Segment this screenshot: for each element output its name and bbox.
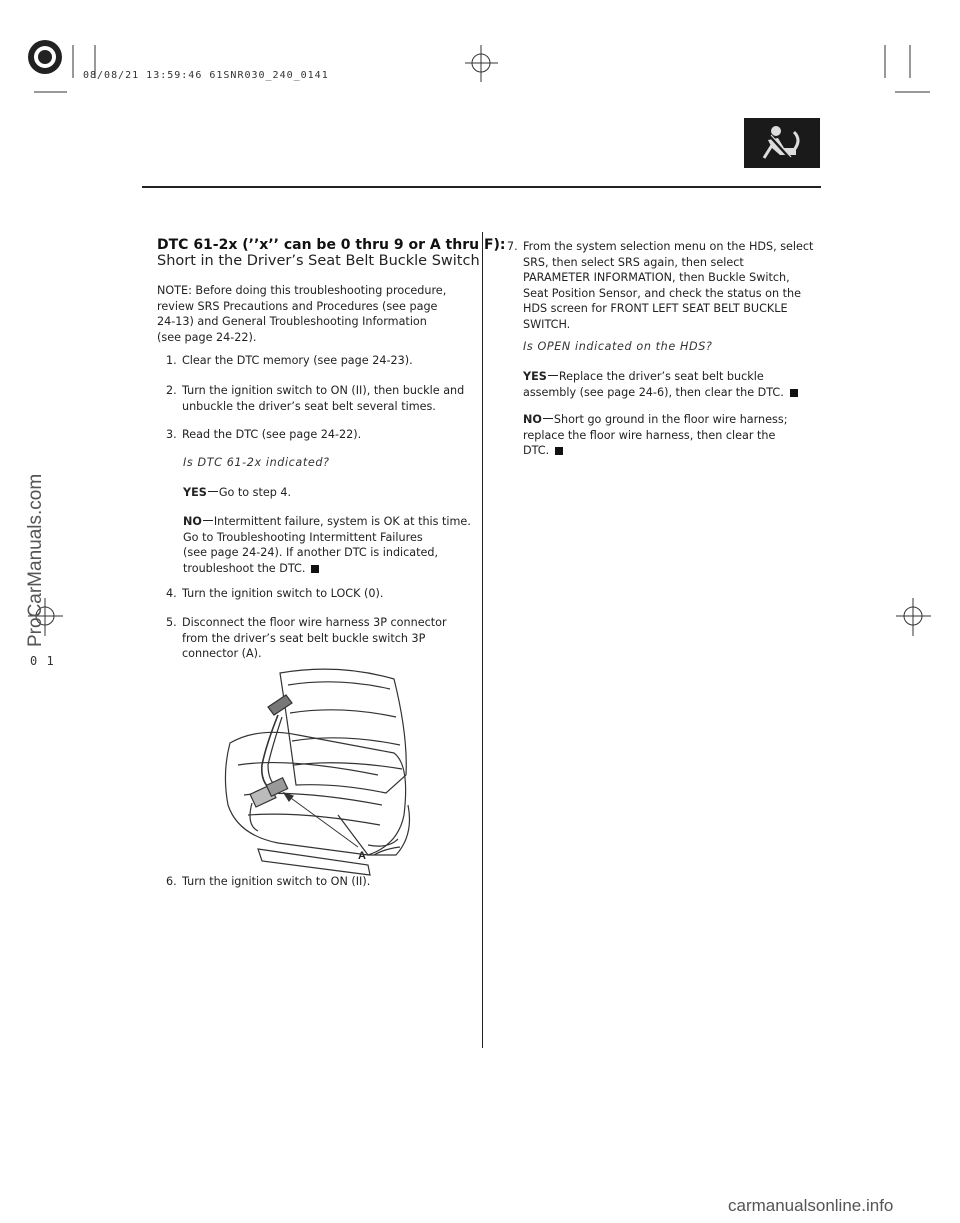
column-divider [482, 232, 483, 1048]
step-3-yes: YES Go to step 4. [183, 486, 292, 499]
step-7-yes: YES Replace the driver’s seat belt buckle assembly (see page 24-6), then clear the DTC. [523, 369, 798, 400]
section-icon-box [744, 118, 820, 168]
dash [203, 520, 213, 521]
side-watermark: ProCarManuals.com [25, 473, 46, 647]
header-rule [142, 186, 821, 188]
print-stamp: 08/08/21 13:59:46 61SNR030_240_0141 [83, 70, 329, 81]
seat-connector-figure [218, 665, 418, 885]
step-7-question: Is OPEN indicated on the HDS? [523, 340, 713, 353]
connector-a-label: A [358, 850, 366, 862]
step-3-no: NO Intermittent failure, system is OK at this time. Go to Troubleshooting Intermittent Failures (see page 24-24). If another DTC is indicated, troubleshoot the DTC. [183, 515, 471, 575]
crosshair-icon [465, 45, 498, 82]
dtc-code-title: DTC 61-2x (’’x’’ can be 0 thru 9 or A thru F): [157, 237, 506, 253]
dash [208, 491, 218, 492]
end-mark-icon [790, 389, 798, 397]
step-7-no: NO Short go ground in the floor wire harness; replace the floor wire harness, then clear the DTC. [523, 413, 788, 458]
step-3-question: Is DTC 61-2x indicated? [183, 456, 330, 469]
note-text: NOTE: Before doing this troubleshooting procedure, review SRS Precautions and Procedures (see page 24-13) and General Troubleshooting Information (see page 24-22). [157, 284, 447, 344]
side-code: 0 1 [30, 654, 55, 668]
end-mark-icon [311, 565, 319, 573]
registration-target-icon [28, 40, 62, 74]
dash [548, 375, 558, 376]
dash [543, 418, 553, 419]
seat-belt-airbag-icon [744, 118, 820, 168]
crosshair-icon [896, 598, 931, 636]
end-mark-icon [555, 447, 563, 455]
dtc-name-title: Short in the Driver’s Seat Belt Buckle Switch [157, 253, 480, 269]
bottom-watermark: carmanualsonline.info [728, 1196, 894, 1215]
